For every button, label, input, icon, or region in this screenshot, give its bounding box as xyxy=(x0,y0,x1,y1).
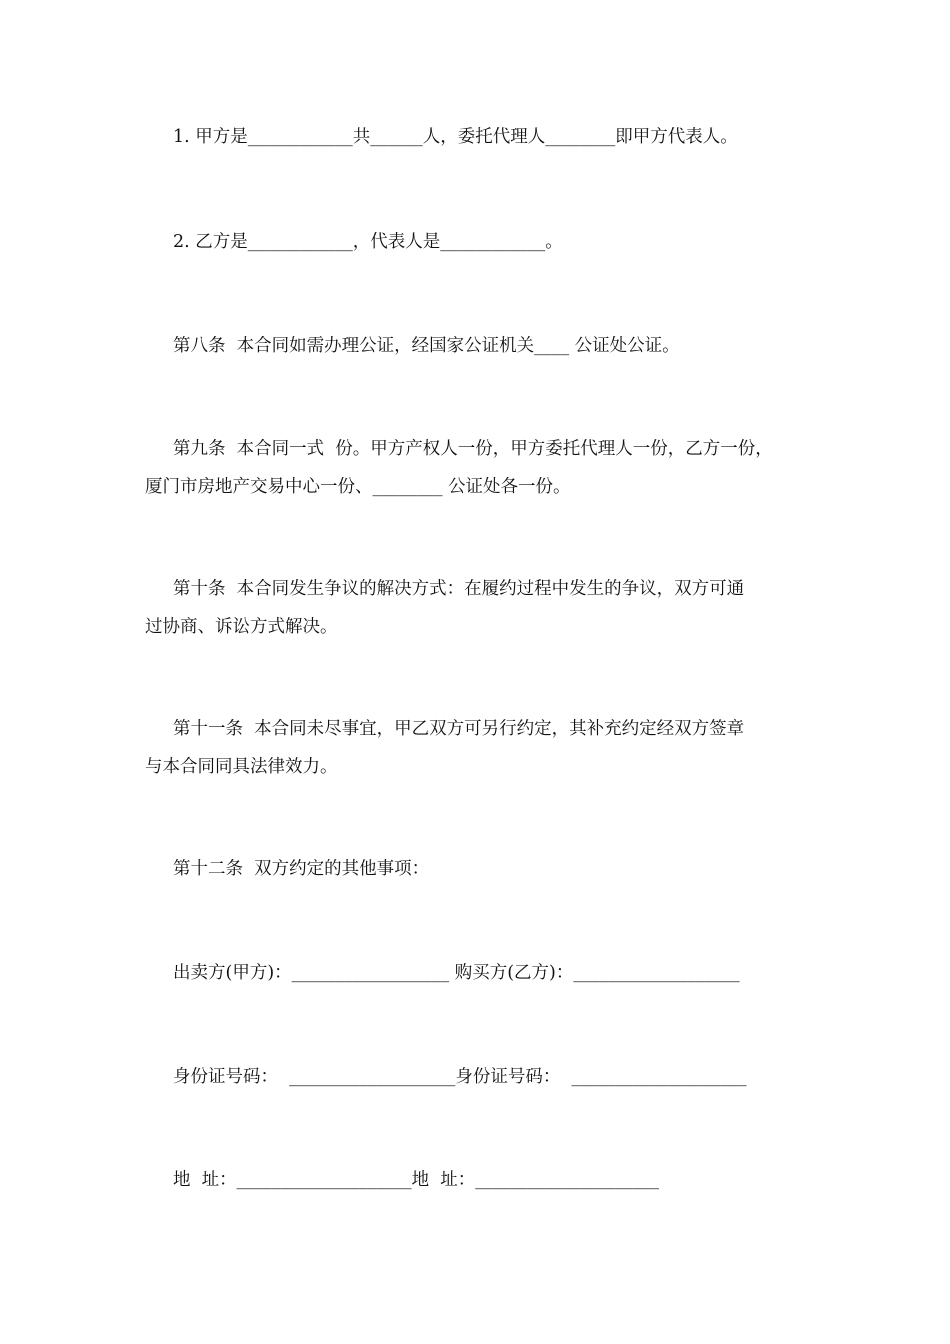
article-11-line-1: 第十一条 本合同未尽事宜，甲乙双方可另行约定，其补充约定经双方签章 xyxy=(173,719,745,739)
article-8: 第八条 本合同如需办理公证，经国家公证机关____ 公证处公证。 xyxy=(173,336,680,356)
party-a-clause: 1. 甲方是____________共______人，委托代理人________即甲方代表人。 xyxy=(173,127,738,147)
article-10-line-1: 第十条 本合同发生争议的解决方式：在履约过程中发生的争议，双方可通 xyxy=(173,579,745,599)
signature-parties-line: 出卖方(甲方)：__________________ 购买方(乙方)：___________________ xyxy=(173,963,740,983)
party-b-clause: 2. 乙方是____________，代表人是____________。 xyxy=(173,232,563,252)
article-9-line-2: 厦门市房地产交易中心一份、________ 公证处各一份。 xyxy=(145,477,571,497)
article-10-line-2: 过协商、诉讼方式解决。 xyxy=(145,617,338,637)
signature-address-line: 地 址：____________________地 址：_____________________ xyxy=(173,1170,660,1190)
article-11-line-2: 与本合同同具法律效力。 xyxy=(145,757,338,777)
article-12: 第十二条 双方约定的其他事项： xyxy=(173,859,430,879)
article-9-line-1: 第九条 本合同一式 份。甲方产权人一份，甲方委托代理人一份，乙方一份， xyxy=(173,439,773,459)
signature-id-line: 身份证号码： ___________________身份证号码： ____________________ xyxy=(173,1067,747,1087)
